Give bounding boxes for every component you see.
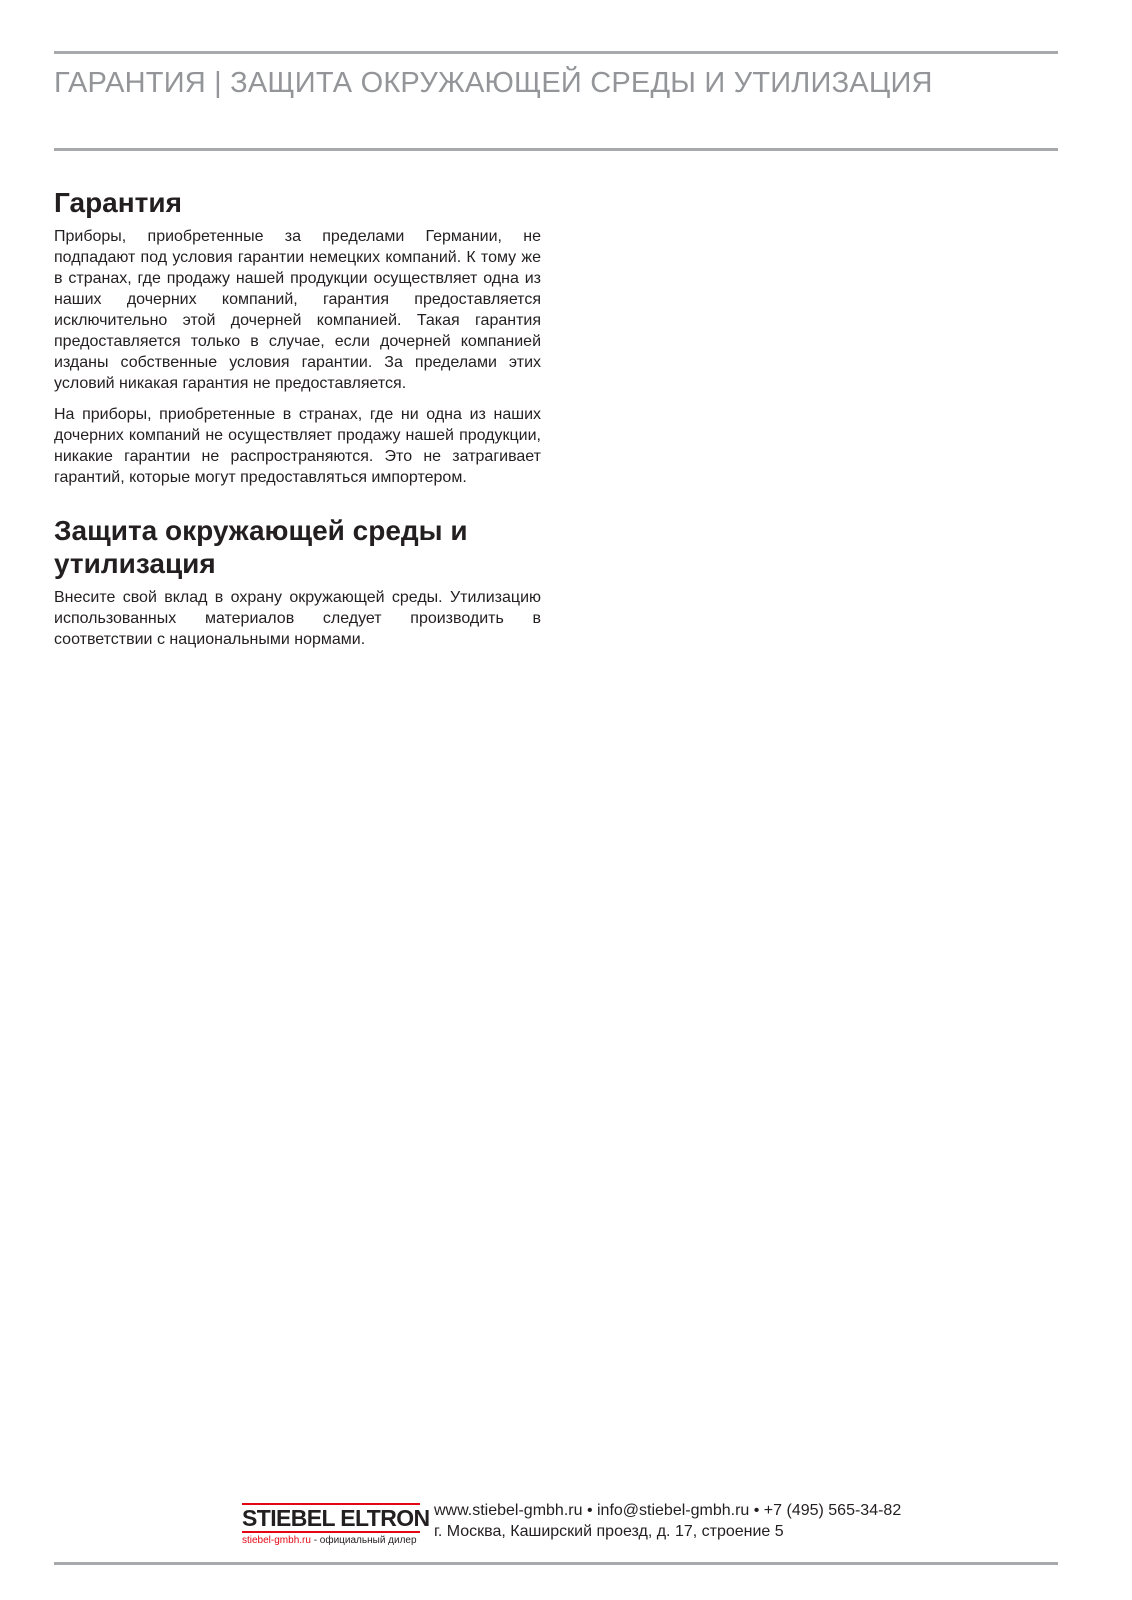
section-title-warranty: Гарантия: [54, 187, 182, 218]
stiebel-eltron-logo: [242, 1503, 430, 1551]
logo-tagline: - официальный дилер: [313, 1535, 417, 1546]
footer-contacts-line-1: www.stiebel-gmbh.ru • info@stiebel-gmbh.ru • +7 (495) 565-34-82: [434, 1502, 902, 1519]
logo-red-bar-bottom: [242, 1531, 420, 1533]
logo-brand-name: STIEBEL ELTRON: [242, 1505, 430, 1531]
section-title-environment: Защита окружающей среды и утилизация: [54, 515, 468, 579]
footer-contacts: [434, 1500, 901, 1542]
page-footer: [240, 1503, 940, 1553]
logo-site: stiebel-gmbh.ru: [242, 1535, 311, 1546]
page-header-title: ГАРАНТИЯ | ЗАЩИТА ОКРУЖАЮЩЕЙ СРЕДЫ И УТИЛИЗАЦИЯ: [54, 67, 933, 99]
bottom-rule: [54, 1562, 1058, 1565]
warranty-paragraph-2: На приборы, приобретенные в странах, где ни одна из наших дочерних компаний не осуществляет продажу нашей продукции, никакие гарантии не распространяются. Это не затрагивает гарантий, которые могут предоставляться импортером.: [54, 406, 541, 486]
header-divider: [54, 148, 1058, 151]
logo-dealer-line: [242, 1534, 420, 1548]
footer-address: г. Москва, Каширский проезд, д. 17, строение 5: [434, 1523, 784, 1540]
main-content: [54, 186, 541, 660]
warranty-paragraph-1: Приборы, приобретенные за пределами Германии, не подпадают под условия гарантии немецких компаний. К тому же в странах, где продажу нашей продукции осуществляет одна из наших дочерних компаний, гарантия предоставляется исключительно этой дочерней компанией. Такая гарантия предоставляется только в случае, если дочерней компанией изданы собственные условия гарантии. За пределами этих условий никакая гарантия не предоставляется.: [54, 228, 541, 392]
environment-paragraph: Внесите свой вклад в охрану окружающей среды. Утилизацию использованных материалов следует производить в соответствии с национальными нормами.: [54, 589, 541, 648]
top-rule: [54, 51, 1058, 54]
